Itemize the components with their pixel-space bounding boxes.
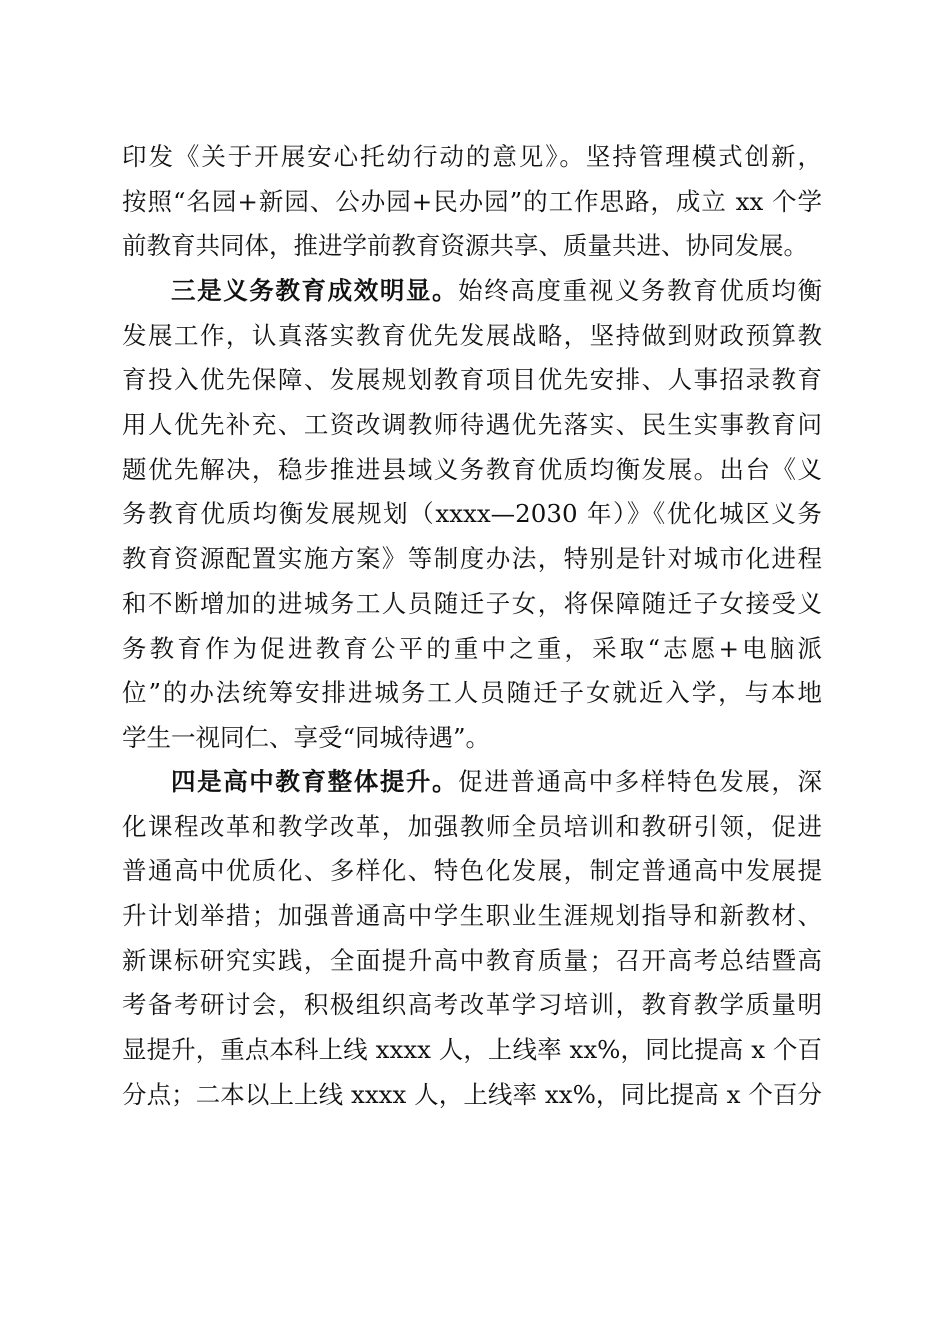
text-line: 普通高中优质化、多样化、特色化发展，制定普通高中发展提 (122, 856, 822, 886)
text-line: 印发《关于开展安心托幼行动的意见》。坚持管理模式创新， (122, 142, 822, 171)
paragraph-heading: 四是高中教育整体提升。 (171, 767, 459, 796)
text-line: 考备考研讨会，积极组织高考改革学习培训，教育教学质量明 (122, 990, 822, 1020)
text-line: 新课标研究实践，全面提升高中教育质量；召开高考总结暨高 (122, 945, 822, 975)
text-line: 发展工作，认真落实教育优先发展战略，坚持做到财政预算教 (122, 320, 822, 350)
text-line: 分点；二本以上上线 xxxx 人，上线率 xx%，同比提高 x 个百分 (122, 1079, 822, 1109)
paragraph-highschool-education (122, 760, 822, 1118)
text-line: 按照“名园+新园、公办园+民办园”的工作思路，成立 xx 个学 (122, 186, 822, 216)
paragraph-compulsory-education (122, 269, 822, 761)
text-line: 题优先解决，稳步推进县域义务教育优质均衡发展。出台《义 (122, 454, 822, 484)
text-line: 学生一视同仁、享受“同城待遇”。 (122, 722, 491, 752)
text-line: 教育资源配置实施方案》等制度办法，特别是针对城市化进程 (122, 544, 822, 574)
text-line: 显提升，重点本科上线 xxxx 人，上线率 xx%，同比提高 x 个百 (122, 1035, 822, 1065)
paragraph-text: 始终高度重视义务教育优质均衡 (458, 276, 823, 305)
text-line: 务教育作为促进教育公平的重中之重，采取“志愿+电脑派 (122, 633, 822, 663)
paragraph-preschool-continued (122, 135, 822, 269)
text-line: 和不断增加的进城务工人员随迁子女，将保障随迁子女接受义 (122, 588, 822, 618)
text-line: 育投入优先保障、发展规划教育项目优先安排、人事招录教育 (122, 365, 822, 395)
text-line: 务教育优质均衡发展规划（xxxx—2030 年）》《优化城区义务 (122, 499, 822, 529)
text-line: 前教育共同体，推进学前教育资源共享、质量共进、协同发展。 (122, 231, 808, 261)
paragraph-text: 促进普通高中多样特色发展，深 (458, 767, 823, 796)
paragraph-heading: 三是义务教育成效明显。 (171, 276, 459, 305)
text-line: 用人优先补充、工资改调教师待遇优先落实、民生实事教育问 (122, 410, 822, 440)
text-line: 位”的办法统筹安排进城务工人员随迁子女就近入学，与本地 (122, 678, 822, 708)
text-line (122, 269, 822, 314)
text-line: 化课程改革和教学改革，加强教师全员培训和教研引领，促进 (122, 811, 822, 841)
text-line (122, 760, 822, 805)
text-line: 升计划举措；加强普通高中学生职业生涯规划指导和新教材、 (122, 901, 822, 931)
